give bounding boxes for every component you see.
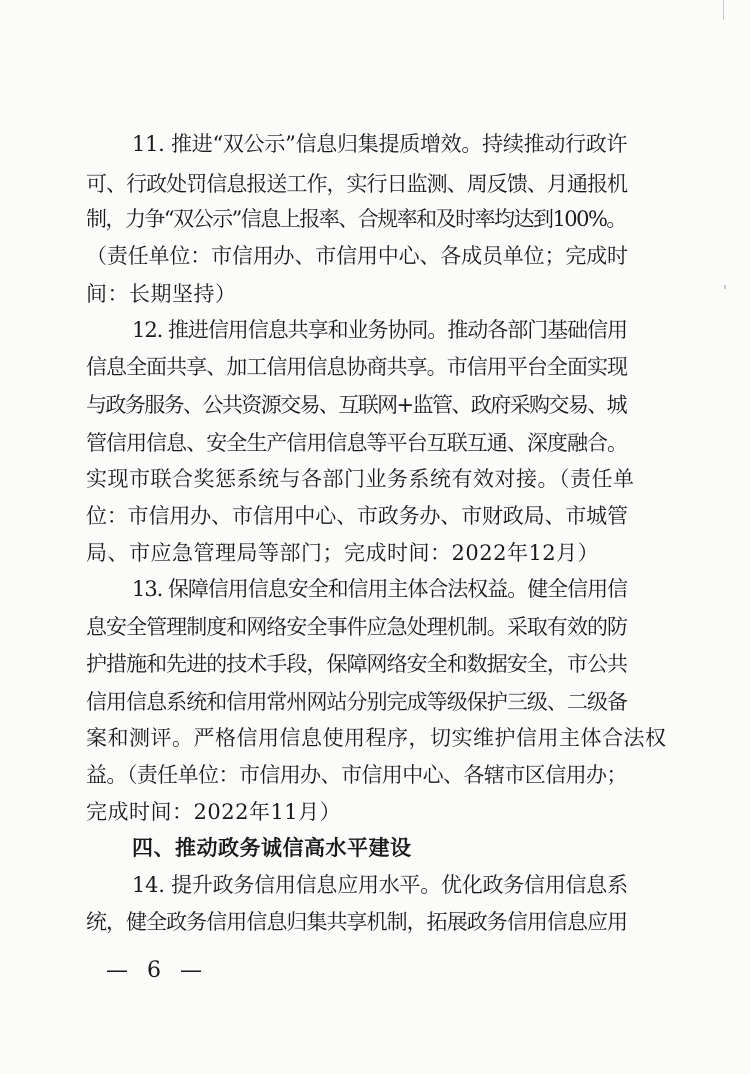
item-12-line-7: 局、市应急管理局等部门；完成时间：2022年12月） [86,541,600,565]
item-11-line-1: 11. 推进“双公示”信息归集提质增效。持续推动行政许 [132,132,628,156]
scan-edge-mark [723,0,724,20]
section-heading-4: 四、推动政务诚信高水平建设 [132,836,412,860]
item-12-line-5: 实现市联合奖惩系统与各部门业务系统有效对接。（责任单 [86,467,635,491]
item-13-line-7: 完成时间：2022年11月） [86,800,342,824]
item-11-line-3: 制，力争“双公示”信息上报率、合规率和及时率均达到100%。 [86,207,626,231]
item-12-line-1: 12. 推进信用信息共享和业务协同。推动各部门基础信用 [132,318,627,342]
item-11-line-5: 间：长期坚持） [86,282,237,306]
page-number: — 6 — [106,958,208,983]
item-12-line-3: 与政务服务、公共资源交易、互联网+监管、政府采购交易、城 [86,393,627,417]
item-13-line-6: 益。（责任单位：市信用办、市信用中心、各辖市区信用办； [86,763,627,787]
item-13-line-1: 13. 保障信用信息安全和信用主体合法权益。健全信用信 [132,577,627,601]
scan-edge-mark [724,285,726,289]
item-12-line-6: 位：市信用办、市信用中心、市政务办、市财政局、市城管 [86,504,628,528]
item-13-line-4: 信用信息系统和信用常州网站分别完成等级保护三级、二级备 [86,690,628,714]
item-13-line-5: 案和测评。严格信用信息使用程序，切实维护信用主体合法权 [86,726,667,750]
item-12-line-2: 信息全面共享、加工信用信息协商共享。市信用平台全面实现 [86,355,628,379]
item-14-line-2: 统，健全政务信用信息归集共享机制，拓展政务信用信息应用 [86,910,628,934]
item-11-line-2: 可、行政处罚信息报送工作，实行日监测、周反馈、月通报机 [86,172,628,196]
item-14-line-1: 14. 提升政务信用信息应用水平。优化政务信用信息系 [132,873,628,897]
item-13-line-3: 护措施和先进的技术手段，保障网络安全和数据安全，市公共 [86,652,628,676]
item-11-line-4: （责任单位：市信用办、市信用中心、各成员单位；完成时 [86,244,628,268]
item-12-line-4: 管信用信息、安全生产信用信息等平台互联互通、深度融合。 [86,431,628,455]
item-13-line-2: 息安全管理制度和网络安全事件应急处理机制。采取有效的防 [86,615,628,639]
